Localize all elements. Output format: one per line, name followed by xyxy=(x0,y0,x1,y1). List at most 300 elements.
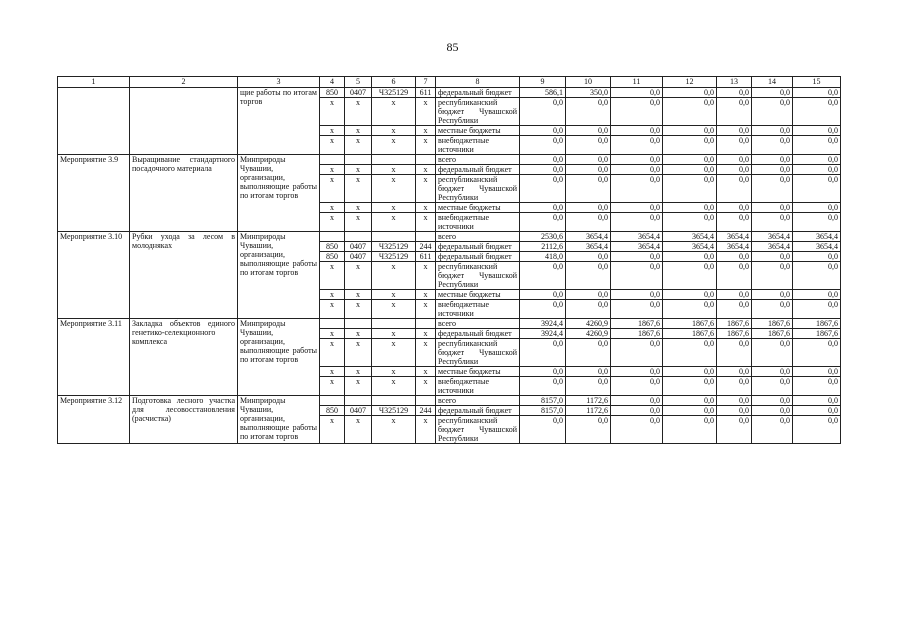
event-name-cell: Подготовка лесного участка для лесовосстановления (расчистка) xyxy=(130,396,238,444)
column-number: 4 xyxy=(320,77,345,88)
funding-source: республиканский бюджет Чувашской Республики xyxy=(436,416,520,444)
subsection-code: 0407 xyxy=(345,406,372,416)
expense-type: 244 xyxy=(416,242,436,252)
section-code: х xyxy=(320,213,345,232)
funding-source: республиканский бюджет Чувашской Республики xyxy=(436,339,520,367)
subsection-code: 0407 xyxy=(345,242,372,252)
amount-cell: 0,0 xyxy=(611,396,663,406)
amount-cell: 0,0 xyxy=(520,175,566,203)
amount-cell: 0,0 xyxy=(663,377,717,396)
amount-cell: 0,0 xyxy=(663,126,717,136)
amount-cell: 1867,6 xyxy=(752,319,793,329)
amount-cell: 0,0 xyxy=(752,155,793,165)
amount-cell: 3654,4 xyxy=(566,232,611,242)
section-code: х xyxy=(320,262,345,290)
amount-cell: 0,0 xyxy=(752,98,793,126)
amount-cell: 0,0 xyxy=(520,203,566,213)
subsection-code: х xyxy=(345,213,372,232)
funding-source: федеральный бюджет xyxy=(436,329,520,339)
amount-cell: 0,0 xyxy=(611,126,663,136)
amount-cell: 4260,9 xyxy=(566,319,611,329)
amount-cell: 0,0 xyxy=(611,416,663,444)
amount-cell: 0,0 xyxy=(717,155,752,165)
target-code: х xyxy=(372,203,416,213)
amount-cell: 0,0 xyxy=(717,136,752,155)
amount-cell: 0,0 xyxy=(611,165,663,175)
amount-cell: 0,0 xyxy=(663,88,717,98)
amount-cell: 3654,4 xyxy=(752,242,793,252)
funding-source: всего xyxy=(436,319,520,329)
amount-cell: 0,0 xyxy=(717,367,752,377)
amount-cell: 0,0 xyxy=(663,213,717,232)
amount-cell: 0,0 xyxy=(566,377,611,396)
funding-source: республиканский бюджет Чувашской Республики xyxy=(436,98,520,126)
table-row xyxy=(58,319,841,329)
target-code: х xyxy=(372,290,416,300)
funding-source: внебюджетные источники xyxy=(436,136,520,155)
amount-cell: 0,0 xyxy=(752,416,793,444)
amount-cell: 0,0 xyxy=(793,126,841,136)
amount-cell: 0,0 xyxy=(793,262,841,290)
amount-cell: 0,0 xyxy=(752,377,793,396)
section-code: х xyxy=(320,136,345,155)
expense-type: 244 xyxy=(416,406,436,416)
amount-cell: 418,0 xyxy=(520,252,566,262)
amount-cell: 0,0 xyxy=(663,175,717,203)
amount-cell: 0,0 xyxy=(793,213,841,232)
expense-type: х xyxy=(416,136,436,155)
amount-cell: 0,0 xyxy=(717,252,752,262)
amount-cell: 1867,6 xyxy=(752,329,793,339)
table-row xyxy=(58,88,841,98)
funding-source: внебюджетные источники xyxy=(436,377,520,396)
amount-cell: 2530,6 xyxy=(520,232,566,242)
section-code xyxy=(320,232,345,242)
subsection-code: х xyxy=(345,98,372,126)
expense-type: х xyxy=(416,377,436,396)
amount-cell: 350,0 xyxy=(566,88,611,98)
amount-cell: 0,0 xyxy=(752,290,793,300)
funding-source: местные бюджеты xyxy=(436,126,520,136)
amount-cell: 3654,4 xyxy=(566,242,611,252)
amount-cell: 0,0 xyxy=(520,98,566,126)
amount-cell: 0,0 xyxy=(566,416,611,444)
executor-cell: Минприроды Чувашии, организации, выполняющие работы по итогам торгов xyxy=(238,396,320,444)
amount-cell: 0,0 xyxy=(717,406,752,416)
subsection-code: х xyxy=(345,290,372,300)
subsection-code: 0407 xyxy=(345,252,372,262)
amount-cell: 0,0 xyxy=(611,367,663,377)
funding-source: местные бюджеты xyxy=(436,367,520,377)
section-code: х xyxy=(320,300,345,319)
amount-cell: 0,0 xyxy=(752,339,793,367)
funding-source: федеральный бюджет xyxy=(436,252,520,262)
section-code: х xyxy=(320,126,345,136)
target-code: х xyxy=(372,329,416,339)
section-code: 850 xyxy=(320,242,345,252)
subsection-code: х xyxy=(345,136,372,155)
amount-cell: 1867,6 xyxy=(663,329,717,339)
amount-cell: 0,0 xyxy=(663,367,717,377)
table-row xyxy=(58,155,841,165)
amount-cell: 0,0 xyxy=(566,175,611,203)
amount-cell: 0,0 xyxy=(793,252,841,262)
column-number: 15 xyxy=(793,77,841,88)
amount-cell: 0,0 xyxy=(793,203,841,213)
expense-type: 611 xyxy=(416,252,436,262)
target-code xyxy=(372,155,416,165)
amount-cell: 0,0 xyxy=(663,290,717,300)
amount-cell: 0,0 xyxy=(520,377,566,396)
amount-cell: 0,0 xyxy=(717,165,752,175)
amount-cell: 3654,4 xyxy=(752,232,793,242)
amount-cell: 0,0 xyxy=(566,155,611,165)
target-code: х xyxy=(372,367,416,377)
amount-cell: 0,0 xyxy=(717,175,752,203)
amount-cell: 0,0 xyxy=(611,377,663,396)
target-code: х xyxy=(372,175,416,203)
amount-cell: 0,0 xyxy=(566,165,611,175)
amount-cell: 0,0 xyxy=(793,367,841,377)
column-number: 13 xyxy=(717,77,752,88)
expense-type: х xyxy=(416,126,436,136)
amount-cell: 1867,6 xyxy=(717,329,752,339)
amount-cell: 0,0 xyxy=(717,262,752,290)
event-id-cell: Мероприятие 3.10 xyxy=(58,232,130,319)
section-code: х xyxy=(320,367,345,377)
executor-cell: Минприроды Чувашии, организации, выполняющие работы по итогам торгов xyxy=(238,155,320,232)
amount-cell: 1867,6 xyxy=(793,329,841,339)
amount-cell: 0,0 xyxy=(611,406,663,416)
target-code: х xyxy=(372,339,416,367)
amount-cell: 4260,9 xyxy=(566,329,611,339)
amount-cell: 3654,4 xyxy=(717,232,752,242)
amount-cell: 0,0 xyxy=(611,136,663,155)
amount-cell: 0,0 xyxy=(663,98,717,126)
amount-cell: 0,0 xyxy=(793,339,841,367)
amount-cell: 3924,4 xyxy=(520,319,566,329)
funding-source: республиканский бюджет Чувашской Республики xyxy=(436,175,520,203)
amount-cell: 0,0 xyxy=(717,203,752,213)
funding-source: местные бюджеты xyxy=(436,203,520,213)
amount-cell: 3654,4 xyxy=(611,242,663,252)
event-id-cell: Мероприятие 3.12 xyxy=(58,396,130,444)
amount-cell: 1867,6 xyxy=(611,329,663,339)
expense-type xyxy=(416,396,436,406)
amount-cell: 0,0 xyxy=(752,88,793,98)
amount-cell: 0,0 xyxy=(752,136,793,155)
table-row xyxy=(58,396,841,406)
amount-cell: 0,0 xyxy=(793,98,841,126)
amount-cell: 0,0 xyxy=(752,203,793,213)
amount-cell: 0,0 xyxy=(566,126,611,136)
amount-cell: 0,0 xyxy=(663,165,717,175)
amount-cell: 0,0 xyxy=(566,300,611,319)
amount-cell: 0,0 xyxy=(611,155,663,165)
amount-cell: 0,0 xyxy=(793,136,841,155)
amount-cell: 0,0 xyxy=(520,416,566,444)
executor-cell: Минприроды Чувашии, организации, выполняющие работы по итогам торгов xyxy=(238,232,320,319)
amount-cell: 0,0 xyxy=(566,339,611,367)
section-code: х xyxy=(320,329,345,339)
event-id-cell xyxy=(58,88,130,155)
table-row xyxy=(58,232,841,242)
funding-source: внебюджетные источники xyxy=(436,213,520,232)
event-name-cell: Выращивание стандартного посадочного материала xyxy=(130,155,238,232)
section-code xyxy=(320,155,345,165)
amount-cell: 0,0 xyxy=(717,98,752,126)
amount-cell: 0,0 xyxy=(717,290,752,300)
amount-cell: 0,0 xyxy=(752,175,793,203)
event-name-cell xyxy=(130,88,238,155)
column-number: 6 xyxy=(372,77,416,88)
amount-cell: 0,0 xyxy=(793,416,841,444)
target-code xyxy=(372,396,416,406)
amount-cell: 0,0 xyxy=(752,213,793,232)
column-number: 12 xyxy=(663,77,717,88)
column-number: 7 xyxy=(416,77,436,88)
expense-type: х xyxy=(416,262,436,290)
amount-cell: 0,0 xyxy=(663,252,717,262)
amount-cell: 0,0 xyxy=(566,203,611,213)
column-number: 5 xyxy=(345,77,372,88)
amount-cell: 8157,0 xyxy=(520,396,566,406)
column-number: 8 xyxy=(436,77,520,88)
amount-cell: 0,0 xyxy=(520,300,566,319)
column-number: 9 xyxy=(520,77,566,88)
amount-cell: 0,0 xyxy=(793,155,841,165)
amount-cell: 0,0 xyxy=(717,213,752,232)
amount-cell: 0,0 xyxy=(793,165,841,175)
expense-type: х xyxy=(416,165,436,175)
section-code: 850 xyxy=(320,252,345,262)
amount-cell: 0,0 xyxy=(717,300,752,319)
event-name-cell: Закладка объектов единого генетико-селекционного комплекса xyxy=(130,319,238,396)
amount-cell: 0,0 xyxy=(752,262,793,290)
target-code: х xyxy=(372,262,416,290)
column-number: 3 xyxy=(238,77,320,88)
target-code: Ч325129 xyxy=(372,406,416,416)
amount-cell: 0,0 xyxy=(752,367,793,377)
expense-type xyxy=(416,155,436,165)
amount-cell: 0,0 xyxy=(793,406,841,416)
section-code: х xyxy=(320,98,345,126)
amount-cell: 0,0 xyxy=(793,396,841,406)
budget-table xyxy=(57,76,841,444)
amount-cell: 0,0 xyxy=(611,262,663,290)
amount-cell: 0,0 xyxy=(566,262,611,290)
target-code: Ч325129 xyxy=(372,242,416,252)
amount-cell: 0,0 xyxy=(611,339,663,367)
funding-source: местные бюджеты xyxy=(436,290,520,300)
expense-type: х xyxy=(416,203,436,213)
amount-cell: 0,0 xyxy=(611,98,663,126)
target-code: х xyxy=(372,416,416,444)
target-code: х xyxy=(372,126,416,136)
amount-cell: 0,0 xyxy=(566,252,611,262)
amount-cell: 0,0 xyxy=(752,396,793,406)
column-number: 2 xyxy=(130,77,238,88)
amount-cell: 0,0 xyxy=(663,262,717,290)
amount-cell: 0,0 xyxy=(520,165,566,175)
subsection-code: х xyxy=(345,367,372,377)
amount-cell: 1867,6 xyxy=(793,319,841,329)
subsection-code: 0407 xyxy=(345,88,372,98)
expense-type: х xyxy=(416,416,436,444)
amount-cell: 0,0 xyxy=(611,290,663,300)
amount-cell: 3654,4 xyxy=(793,232,841,242)
subsection-code xyxy=(345,155,372,165)
section-code: 850 xyxy=(320,88,345,98)
amount-cell: 0,0 xyxy=(793,377,841,396)
expense-type xyxy=(416,319,436,329)
funding-source: федеральный бюджет xyxy=(436,88,520,98)
amount-cell: 0,0 xyxy=(752,165,793,175)
section-code: х xyxy=(320,377,345,396)
amount-cell: 0,0 xyxy=(752,406,793,416)
subsection-code xyxy=(345,232,372,242)
amount-cell: 0,0 xyxy=(752,126,793,136)
section-code: х xyxy=(320,203,345,213)
section-code: х xyxy=(320,416,345,444)
amount-cell: 3654,4 xyxy=(611,232,663,242)
amount-cell: 1867,6 xyxy=(717,319,752,329)
event-id-cell: Мероприятие 3.11 xyxy=(58,319,130,396)
subsection-code: х xyxy=(345,203,372,213)
subsection-code: х xyxy=(345,165,372,175)
funding-source: федеральный бюджет xyxy=(436,406,520,416)
amount-cell: 0,0 xyxy=(793,175,841,203)
amount-cell: 0,0 xyxy=(566,136,611,155)
page-number: 85 xyxy=(446,40,459,54)
expense-type: х xyxy=(416,290,436,300)
amount-cell: 0,0 xyxy=(611,175,663,203)
amount-cell: 1867,6 xyxy=(611,319,663,329)
expense-type: 611 xyxy=(416,88,436,98)
amount-cell: 0,0 xyxy=(520,262,566,290)
subsection-code: х xyxy=(345,416,372,444)
subsection-code xyxy=(345,319,372,329)
amount-cell: 0,0 xyxy=(566,213,611,232)
amount-cell: 0,0 xyxy=(717,339,752,367)
subsection-code: х xyxy=(345,300,372,319)
target-code: х xyxy=(372,98,416,126)
amount-cell: 0,0 xyxy=(611,300,663,319)
expense-type: х xyxy=(416,300,436,319)
target-code xyxy=(372,319,416,329)
amount-cell: 0,0 xyxy=(520,290,566,300)
amount-cell: 0,0 xyxy=(520,136,566,155)
table-header-row xyxy=(58,77,841,88)
section-code xyxy=(320,396,345,406)
amount-cell: 0,0 xyxy=(717,88,752,98)
expense-type: х xyxy=(416,98,436,126)
amount-cell: 0,0 xyxy=(793,290,841,300)
target-code: х xyxy=(372,377,416,396)
expense-type: х xyxy=(416,175,436,203)
amount-cell: 0,0 xyxy=(663,396,717,406)
amount-cell: 2112,6 xyxy=(520,242,566,252)
subsection-code: х xyxy=(345,126,372,136)
column-number: 10 xyxy=(566,77,611,88)
amount-cell: 3654,4 xyxy=(717,242,752,252)
amount-cell: 3654,4 xyxy=(663,242,717,252)
section-code: х xyxy=(320,290,345,300)
event-name-cell: Рубки ухода за лесом в молодняках xyxy=(130,232,238,319)
target-code: Ч325129 xyxy=(372,252,416,262)
expense-type: х xyxy=(416,329,436,339)
amount-cell: 586,1 xyxy=(520,88,566,98)
amount-cell: 0,0 xyxy=(663,300,717,319)
subsection-code: х xyxy=(345,339,372,367)
funding-source: федеральный бюджет xyxy=(436,165,520,175)
amount-cell: 0,0 xyxy=(611,252,663,262)
target-code: х xyxy=(372,136,416,155)
amount-cell: 0,0 xyxy=(663,136,717,155)
target-code xyxy=(372,232,416,242)
amount-cell: 0,0 xyxy=(566,290,611,300)
amount-cell: 3654,4 xyxy=(793,242,841,252)
subsection-code xyxy=(345,396,372,406)
amount-cell: 0,0 xyxy=(663,406,717,416)
amount-cell: 0,0 xyxy=(717,126,752,136)
section-code: х xyxy=(320,165,345,175)
funding-source: всего xyxy=(436,396,520,406)
amount-cell: 0,0 xyxy=(793,88,841,98)
funding-source: внебюджетные источники xyxy=(436,300,520,319)
target-code: Ч325129 xyxy=(372,88,416,98)
section-code: 850 xyxy=(320,406,345,416)
amount-cell: 0,0 xyxy=(663,203,717,213)
amount-cell: 0,0 xyxy=(752,252,793,262)
subsection-code: х xyxy=(345,262,372,290)
amount-cell: 8157,0 xyxy=(520,406,566,416)
expense-type: х xyxy=(416,213,436,232)
amount-cell: 0,0 xyxy=(793,300,841,319)
target-code: х xyxy=(372,213,416,232)
section-code: х xyxy=(320,339,345,367)
funding-source: всего xyxy=(436,155,520,165)
amount-cell: 0,0 xyxy=(752,300,793,319)
amount-cell: 0,0 xyxy=(717,416,752,444)
amount-cell: 0,0 xyxy=(611,88,663,98)
target-code: х xyxy=(372,300,416,319)
executor-cell: Минприроды Чувашии, организации, выполняющие работы по итогам торгов xyxy=(238,319,320,396)
subsection-code: х xyxy=(345,329,372,339)
amount-cell: 0,0 xyxy=(717,377,752,396)
table-body xyxy=(58,77,841,444)
funding-source: федеральный бюджет xyxy=(436,242,520,252)
column-number: 14 xyxy=(752,77,793,88)
amount-cell: 0,0 xyxy=(663,155,717,165)
event-id-cell: Мероприятие 3.9 xyxy=(58,155,130,232)
amount-cell: 3924,4 xyxy=(520,329,566,339)
expense-type xyxy=(416,232,436,242)
amount-cell: 0,0 xyxy=(566,367,611,377)
amount-cell: 0,0 xyxy=(520,339,566,367)
amount-cell: 1172,6 xyxy=(566,396,611,406)
funding-source: республиканский бюджет Чувашской Республики xyxy=(436,262,520,290)
target-code: х xyxy=(372,165,416,175)
section-code xyxy=(320,319,345,329)
amount-cell: 0,0 xyxy=(520,213,566,232)
amount-cell: 0,0 xyxy=(611,213,663,232)
amount-cell: 0,0 xyxy=(520,155,566,165)
amount-cell: 0,0 xyxy=(520,367,566,377)
amount-cell: 0,0 xyxy=(717,396,752,406)
column-number: 1 xyxy=(58,77,130,88)
expense-type: х xyxy=(416,367,436,377)
